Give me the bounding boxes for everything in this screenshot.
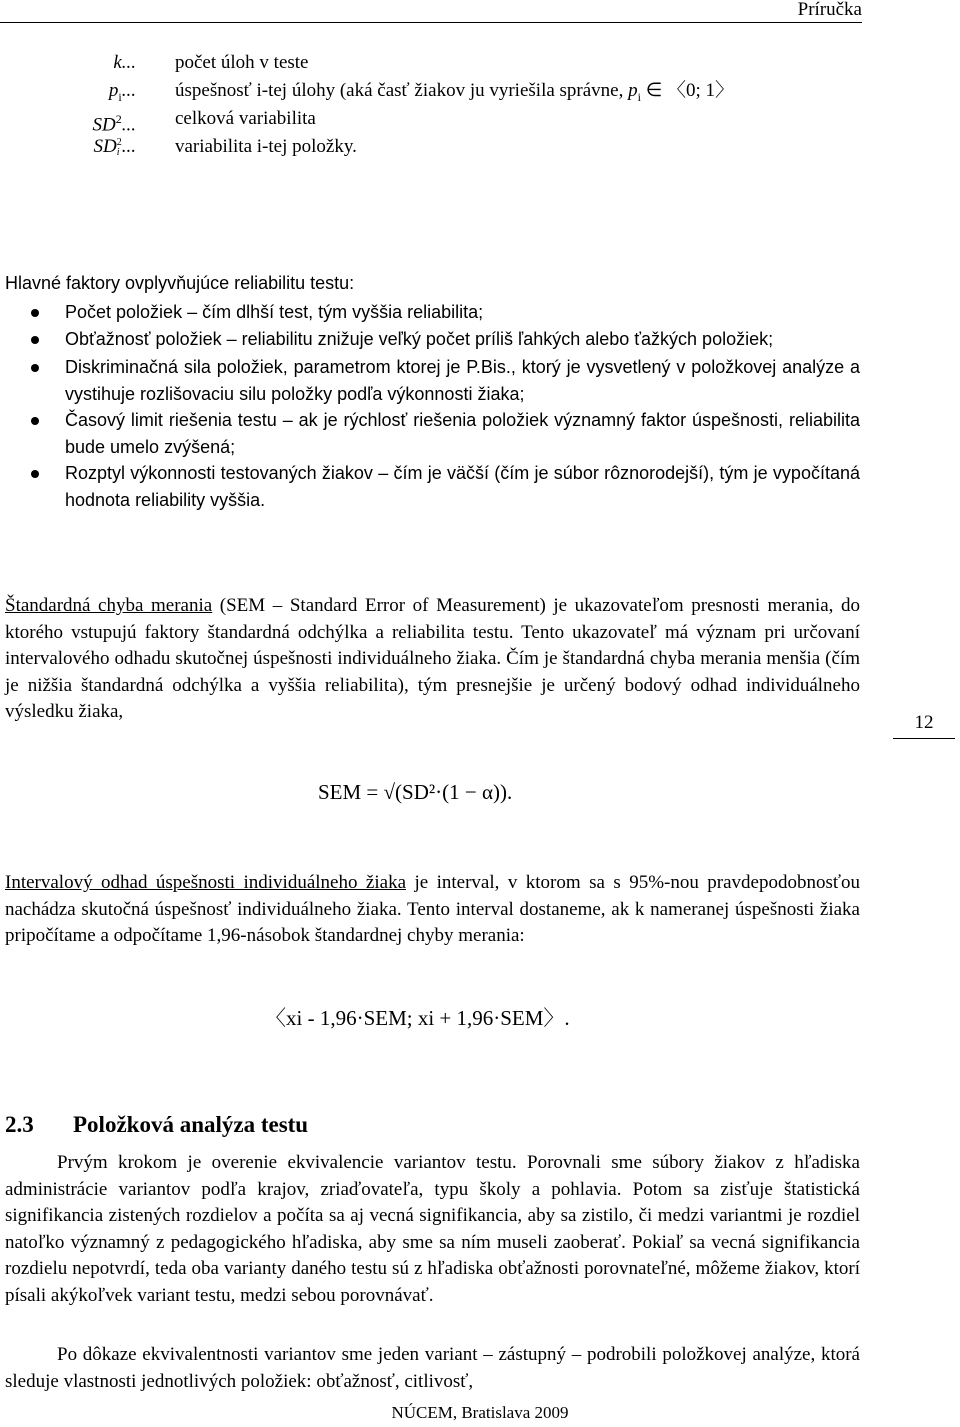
section-number: 2.3 — [5, 1112, 34, 1137]
definition-text: úspešnosť i-tej úlohy (aká časť žiakov ju vyriešila správne, $p_i$ ∈ 〈0; 1〉 — [175, 80, 735, 104]
interval-text: je interval, v ktorom sa s 95%-nou pravdepodobnosťou nachádza skutočná úspešnosť individuálneho žiaka. Tento interval dostaneme, ak k nameranej úspešnosti žiaka pripočítame a odpočítame 1,96-násobok štandardnej chyby merania: — [5, 872, 860, 946]
definition-text: variabilita i-tej položky. — [175, 136, 357, 157]
interval-term: Intervalový odhad úspešnosti individuálneho žiaka — [5, 872, 407, 893]
definition-text: celková variabilita — [175, 108, 316, 129]
definition-text: počet úloh v teste — [175, 52, 309, 73]
bullet-icon — [31, 309, 39, 317]
interval-paragraph — [5, 870, 860, 950]
list-item: Rozptyl výkonnosti testovaných žiakov – čím je väčší (čím je súbor rôznorodejší), tým je vypočítaná hodnota reliability vyššia. — [5, 460, 860, 513]
sem-paragraph — [5, 593, 860, 726]
sem-text: (SEM – Standard Error of Measurement) je ukazovateľom presnosti merania, do ktorého vstupujú faktory štandardná odchýlka a reliabilita testu. Tento ukazovateľ má význam pri určovaní intervalového odhadu skutočnej úspešnosti individuálneho žiaka. Čím je štandardná chyba merania menšia (čím je nižšia štandardná odchýlka a vyššia reliabilita), tým presnejšie je určený bodový odhad individuálneho výsledku žiaka, — [5, 595, 860, 722]
page-header — [0, 0, 862, 23]
factors-list — [5, 299, 860, 513]
interval-formula — [265, 1002, 570, 1032]
factors-intro: Hlavné faktory ovplyvňujúce reliabilitu testu: — [5, 273, 355, 293]
sem-formula-text: SEM = √(SD²·(1 − α)). — [318, 780, 513, 804]
header-title: Príručka — [797, 0, 862, 20]
section-paragraph: Po dôkaze ekvivalentnosti variantov sme jeden variant – zástupný – podrobili položkovej analýze, ktorá sleduje vlastnosti jednotlivých položiek: obťažnosť, citlivosť, — [5, 1344, 860, 1392]
page-footer: NÚCEM, Bratislava 2009 — [391, 1403, 569, 1422]
bullet-icon — [31, 336, 39, 344]
bullet-icon — [31, 364, 39, 372]
definition-symbol: $SD^2$... — [92, 112, 136, 136]
section-title: Položková analýza testu — [73, 1112, 309, 1137]
list-item: Obťažnosť položiek – reliabilitu znižuje veľký počet príliš ľahkých alebo ťažkých položiek; — [5, 326, 860, 353]
sem-formula — [318, 780, 512, 805]
page-number: 12 — [893, 712, 955, 739]
list-item: Časový limit riešenia testu – ak je rýchlosť riešenia položiek významný faktor úspešnosti, reliabilita bude umelo zvýšená; — [5, 407, 860, 460]
bullet-icon — [31, 417, 39, 425]
bullet-icon — [31, 470, 39, 478]
definition-symbol: k... — [113, 52, 136, 73]
definition-symbol: $p_i$... — [108, 80, 136, 104]
section-paragraph: Prvým krokom je overenie ekvivalencie variantov testu. Porovnali sme súbory žiakov z hľadiska administrácie variantov podľa krajov, zriaďovateľa, typu školy a pohlavia. Potom sa zisťuje štatistická signifikancia zistených rozdielov a počíta sa aj vecná signifikancia, aby sa zistilo, či medzi variantmi je rozdiel natoľko významný z pedagogického hľadiska, aby sme sa ním museli zaoberať. Pokiaľ sa vecná signifikancia rozdielu nepotvrdí, teda oba varianty daného testu sú z hľadiska obťažnosti porovnateľné, môžeme žiakov, ktorí písali akýkoľvek variant testu, medzi sebou porovnávať. — [5, 1152, 860, 1306]
definition-symbol: SD 2 i ... — [93, 136, 136, 158]
section-heading — [5, 1112, 308, 1138]
list-item: Diskriminačná sila položiek, parametrom ktorej je P.Bis., ktorý je vysvetlený v položkovej analýze a vystihuje rozlišovaciu silu položky podľa výkonnosti žiaka; — [5, 354, 860, 407]
sem-term: Štandardná chyba merania — [5, 595, 213, 616]
list-item: Počet položiek – čím dlhší test, tým vyššia reliabilita; — [5, 299, 860, 326]
interval-formula-text: 〈xi - 1,96·SEM; xi + 1,96·SEM〉. — [265, 1006, 570, 1030]
